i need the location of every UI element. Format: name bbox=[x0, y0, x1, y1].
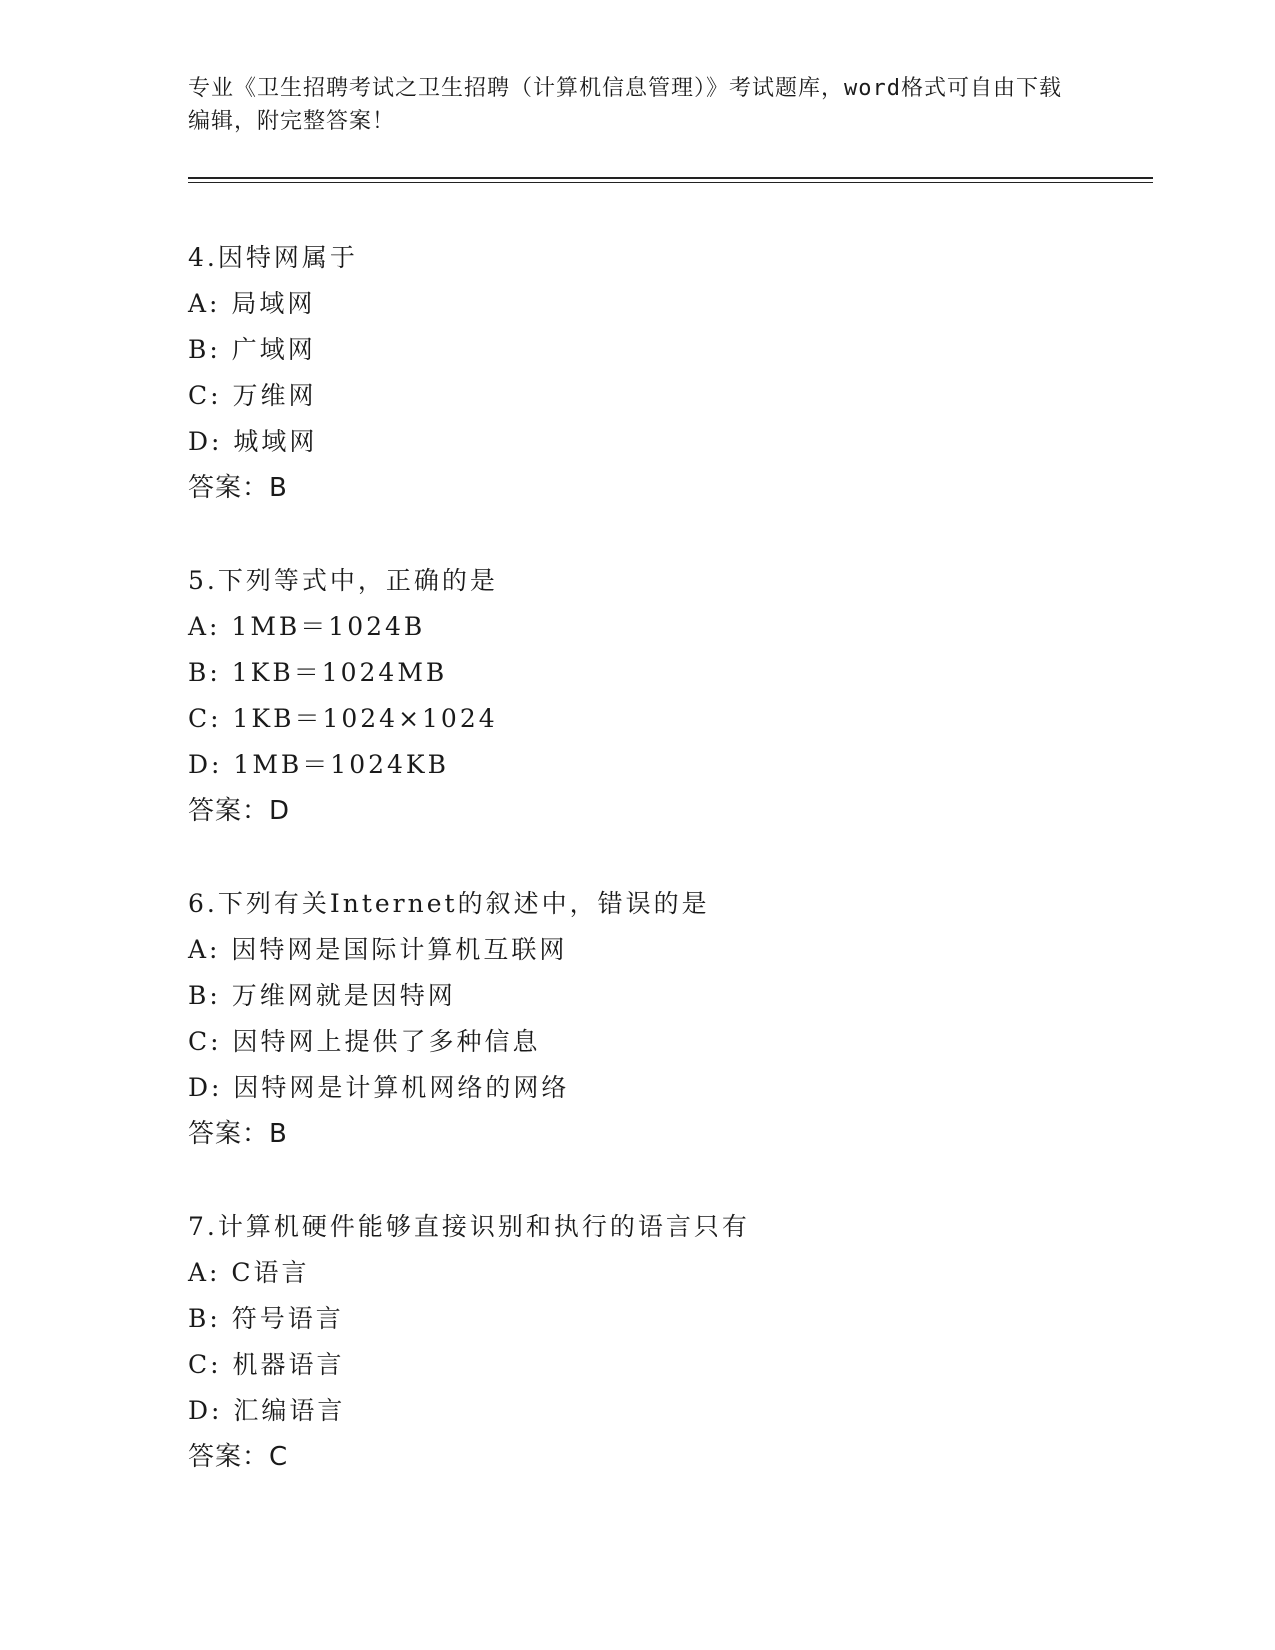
answer-label: 答案： bbox=[188, 1119, 270, 1149]
answer-value: C bbox=[269, 1442, 289, 1472]
answer-label: 答案： bbox=[188, 796, 270, 826]
option-b: B: 1KB＝1024MB bbox=[188, 658, 448, 687]
header-divider-bottom bbox=[188, 182, 1153, 183]
answer-line bbox=[188, 788, 1153, 834]
option-c: C: 机器语言 bbox=[188, 1350, 345, 1379]
option-a: A: 1MB＝1024B bbox=[188, 612, 426, 641]
option-d: D: 城域网 bbox=[188, 427, 318, 456]
option-a: A: 因特网是国际计算机互联网 bbox=[188, 935, 568, 964]
option-d: D: 1MB＝1024KB bbox=[188, 750, 449, 779]
option-b: B: 符号语言 bbox=[188, 1304, 344, 1333]
question-5 bbox=[188, 558, 1153, 834]
answer-line bbox=[188, 465, 1153, 511]
question-title: 7.计算机硬件能够直接识别和执行的语言只有 bbox=[188, 1212, 750, 1241]
question-4 bbox=[188, 235, 1153, 511]
option-d: D: 汇编语言 bbox=[188, 1396, 346, 1425]
question-7 bbox=[188, 1204, 1153, 1480]
option-b: B: 广域网 bbox=[188, 335, 316, 364]
option-c: C: 1KB＝1024×1024 bbox=[188, 704, 498, 733]
answer-value: D bbox=[269, 796, 291, 826]
header-divider-top bbox=[188, 177, 1153, 179]
question-6 bbox=[188, 881, 1153, 1157]
answer-line bbox=[188, 1434, 1153, 1480]
question-title: 6.下列有关Internet的叙述中，错误的是 bbox=[188, 889, 710, 918]
answer-line bbox=[188, 1111, 1153, 1157]
answer-value: B bbox=[269, 1119, 288, 1149]
option-d: D: 因特网是计算机网络的网络 bbox=[188, 1073, 570, 1102]
option-c: C: 因特网上提供了多种信息 bbox=[188, 1027, 541, 1056]
answer-value: B bbox=[269, 473, 288, 503]
option-a: A: C语言 bbox=[188, 1258, 310, 1287]
answer-label: 答案： bbox=[188, 1442, 270, 1472]
option-c: C: 万维网 bbox=[188, 381, 317, 410]
question-list bbox=[188, 235, 1153, 1527]
option-b: B: 万维网就是因特网 bbox=[188, 981, 456, 1010]
answer-label: 答案： bbox=[188, 473, 270, 503]
question-title: 4.因特网属于 bbox=[188, 243, 358, 272]
question-title: 5.下列等式中，正确的是 bbox=[188, 566, 498, 595]
document-header: 专业《卫生招聘考试之卫生招聘（计算机信息管理）》考试题库，word格式可自由下载编辑，附完整答案！ bbox=[188, 76, 1062, 134]
option-a: A: 局域网 bbox=[188, 289, 316, 318]
